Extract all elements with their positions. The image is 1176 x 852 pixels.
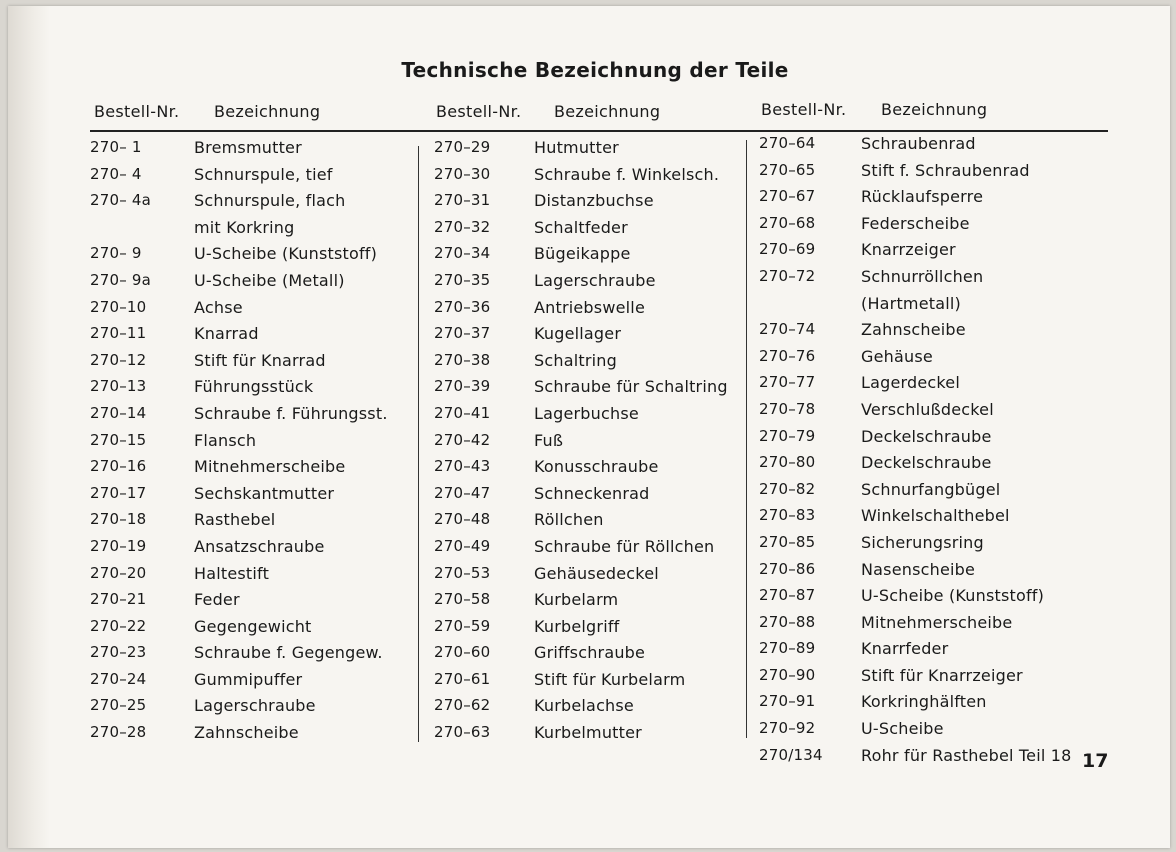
document-page (8, 6, 1170, 848)
part-number: 270–28 (90, 723, 147, 742)
part-number: 270–43 (434, 457, 491, 476)
header-designation: Bezeichnung (554, 102, 661, 121)
part-number: 270–15 (90, 430, 147, 449)
part-row (759, 719, 1104, 746)
part-number: 270–85 (759, 532, 816, 551)
part-row (759, 427, 1104, 454)
part-designation: Schnurfangbügel (861, 479, 1001, 499)
part-designation: Sechskantmutter (194, 483, 335, 503)
part-number: 270–77 (759, 373, 816, 392)
part-designation: U-Scheibe (Kunststoff) (194, 244, 378, 264)
part-number: 270–74 (759, 320, 816, 339)
part-row (759, 746, 1104, 773)
part-number: 270–91 (759, 692, 816, 711)
part-number: 270–17 (90, 483, 147, 502)
part-designation: Nasenscheibe (861, 559, 976, 579)
part-row (434, 510, 734, 537)
page-number: 17 (1082, 750, 1109, 772)
part-number: 270–62 (434, 696, 491, 715)
part-number: 270–72 (759, 266, 816, 285)
part-designation: Haltestift (194, 563, 270, 583)
part-designation: Schraube f. Führungsst. (194, 403, 388, 423)
part-number: 270– 1 (90, 138, 142, 156)
part-designation: Konusschraube (534, 457, 659, 477)
part-number: 270–87 (759, 586, 816, 605)
part-designation: Knarrzeiger (861, 240, 956, 260)
part-designation: Schraube f. Gegengew. (194, 643, 383, 663)
part-designation: Lagerdeckel (861, 373, 960, 393)
part-row (759, 453, 1104, 480)
part-row (434, 404, 734, 431)
part-designation: Gehäuse (861, 346, 933, 366)
part-number: 270–39 (434, 377, 491, 396)
part-designation: Zahnscheibe (861, 320, 966, 340)
part-row (759, 187, 1104, 214)
part-number: 270–89 (759, 639, 816, 658)
part-row (434, 191, 734, 218)
part-row (759, 639, 1104, 666)
part-row (434, 271, 734, 298)
part-designation: Kurbelachse (534, 696, 634, 716)
part-designation: Schnurröllchen (861, 266, 984, 286)
part-row (759, 240, 1104, 267)
part-row (434, 351, 734, 378)
part-row (90, 510, 410, 537)
part-number: 270–88 (759, 612, 816, 631)
part-number: 270–16 (90, 457, 147, 476)
part-number: 270–65 (759, 160, 816, 179)
column-separator (746, 140, 747, 738)
part-row (90, 431, 410, 458)
column-header-1 (94, 102, 321, 121)
part-designation: Kugellager (534, 324, 622, 344)
header-order-no: Bestell-Nr. (436, 102, 522, 121)
part-designation: Kurbelmutter (534, 723, 642, 743)
part-designation: Distanzbuchse (534, 191, 654, 211)
part-designation: Achse (194, 297, 243, 317)
part-designation: mit Korkring (194, 217, 295, 237)
part-number: 270–11 (90, 324, 147, 343)
part-designation: Feder (194, 590, 240, 610)
part-designation: Schraube f. Winkelsch. (534, 164, 720, 184)
part-row (90, 191, 410, 218)
part-designation: Lagerbuchse (534, 403, 639, 423)
part-designation: Stift für Knarrad (194, 350, 326, 370)
part-number: 270–80 (759, 453, 816, 472)
part-row (90, 138, 410, 165)
part-designation: Rücklaufsperre (861, 187, 984, 207)
header-order-no: Bestell-Nr. (761, 100, 847, 119)
part-number: 270–22 (90, 616, 147, 635)
part-number: 270– 4 (90, 164, 142, 183)
part-number: 270–12 (90, 350, 147, 369)
part-row (759, 480, 1104, 507)
part-designation: Rasthebel (194, 510, 276, 530)
part-row (90, 377, 410, 404)
part-number: 270–37 (434, 324, 491, 343)
part-designation: Knarrad (194, 324, 259, 344)
part-row (90, 404, 410, 431)
part-designation: Schnurspule, flach (194, 191, 346, 211)
part-number: 270–10 (90, 297, 147, 316)
part-row (434, 537, 734, 564)
part-number: 270–24 (90, 669, 147, 688)
part-row (90, 617, 410, 644)
part-row (90, 165, 410, 192)
part-number: 270–69 (759, 240, 816, 259)
part-designation: Sicherungsring (861, 532, 984, 552)
part-designation: Gehäusedeckel (534, 563, 659, 583)
part-row (90, 723, 410, 750)
part-row (434, 484, 734, 511)
part-number: 270–79 (759, 426, 816, 445)
part-row (759, 373, 1104, 400)
part-row (90, 244, 410, 271)
part-row (90, 590, 410, 617)
part-row (434, 324, 734, 351)
part-row (434, 696, 734, 723)
part-number: 270–82 (759, 479, 816, 498)
header-order-no: Bestell-Nr. (94, 102, 180, 121)
part-number: 270/134 (759, 745, 823, 764)
part-number: 270–36 (434, 297, 491, 316)
part-number: 270– 4a (90, 191, 152, 210)
part-row (90, 537, 410, 564)
part-number: 270–68 (759, 213, 816, 232)
part-designation: Bremsmutter (194, 138, 302, 157)
part-number: 270–49 (434, 536, 491, 555)
part-number: 270–64 (759, 134, 816, 152)
part-number: 270–32 (434, 217, 491, 236)
part-designation: U-Scheibe (861, 719, 944, 739)
part-designation: Griffschraube (534, 643, 646, 663)
part-row (90, 670, 410, 697)
part-designation: Röllchen (534, 510, 604, 530)
part-row (434, 457, 734, 484)
part-designation: U-Scheibe (Metall) (194, 270, 345, 290)
part-row (759, 347, 1104, 374)
part-number: 270–86 (759, 559, 816, 578)
part-row (434, 670, 734, 697)
part-number: 270–23 (90, 643, 147, 662)
header-rule (90, 130, 1108, 132)
part-designation: Mitnehmerscheibe (861, 612, 1013, 632)
part-row (759, 560, 1104, 587)
part-row (90, 564, 410, 591)
part-row (434, 590, 734, 617)
part-number: 270–59 (434, 616, 491, 635)
part-row (434, 218, 734, 245)
part-row (759, 320, 1104, 347)
part-number: 270–42 (434, 430, 491, 449)
part-row (90, 484, 410, 511)
part-designation: Stift f. Schraubenrad (861, 160, 1030, 180)
part-row (759, 533, 1104, 560)
part-designation: Knarrfeder (861, 639, 949, 659)
part-number: 270–92 (759, 719, 816, 738)
part-number: 270–25 (90, 696, 147, 715)
part-designation: Lagerschraube (194, 696, 316, 716)
part-designation: Stift für Kurbelarm (534, 669, 686, 689)
part-number: 270–90 (759, 665, 816, 684)
part-designation: Winkelschalthebel (861, 506, 1010, 526)
part-number: 270–61 (434, 669, 491, 688)
part-designation: Schraube für Schaltring (534, 377, 728, 397)
part-designation: Kurbelgriff (534, 616, 620, 636)
column-header-2 (436, 102, 661, 121)
part-number: 270–48 (434, 510, 491, 529)
part-designation: Stift für Knarrzeiger (861, 665, 1023, 685)
part-designation: Antriebswelle (534, 297, 645, 317)
part-designation: Lagerschraube (534, 270, 656, 290)
part-row (90, 643, 410, 670)
part-row (434, 244, 734, 271)
part-row (434, 617, 734, 644)
part-row (434, 431, 734, 458)
part-row (759, 613, 1104, 640)
part-designation: Mitnehmerscheibe (194, 457, 346, 477)
part-row (434, 138, 734, 165)
part-number: 270–20 (90, 563, 147, 582)
part-designation: Fuß (534, 430, 564, 450)
part-number: 270–53 (434, 563, 491, 582)
parts-column-1 (90, 138, 410, 750)
part-designation: Führungsstück (194, 377, 314, 397)
part-designation: Gummipuffer (194, 669, 303, 689)
part-row (434, 377, 734, 404)
part-number: 270–34 (434, 244, 491, 263)
part-designation: U-Scheibe (Kunststoff) (861, 586, 1045, 606)
column-header-3 (761, 100, 988, 119)
part-designation: Rohr für Rasthebel Teil 18 (861, 745, 1072, 765)
part-number: 270–38 (434, 350, 491, 369)
part-row (434, 298, 734, 325)
part-designation: Schneckenrad (534, 483, 650, 503)
part-row (759, 692, 1104, 719)
part-designation: Hutmutter (534, 138, 619, 157)
part-number: 270–76 (759, 346, 816, 365)
part-designation: Kurbelarm (534, 590, 619, 610)
part-number: 270–21 (90, 590, 147, 609)
part-row (759, 666, 1104, 693)
header-designation: Bezeichnung (214, 102, 321, 121)
page-title: Technische Bezeichnung der Teile (401, 58, 789, 82)
part-row (434, 165, 734, 192)
part-row (759, 267, 1104, 294)
part-number: 270–13 (90, 377, 147, 396)
part-designation: Federscheibe (861, 213, 970, 233)
part-row (90, 457, 410, 484)
part-designation: Deckelschraube (861, 453, 992, 473)
header-designation: Bezeichnung (881, 100, 988, 119)
part-number: 270– 9 (90, 244, 142, 263)
part-row (90, 351, 410, 378)
part-row (90, 298, 410, 325)
part-number: 270–63 (434, 723, 491, 742)
part-number: 270–78 (759, 399, 816, 418)
part-row (90, 218, 410, 245)
part-row (90, 696, 410, 723)
part-row (434, 564, 734, 591)
part-number: 270– 9a (90, 270, 152, 289)
parts-column-2 (434, 138, 734, 750)
part-designation: (Hartmetall) (861, 293, 961, 313)
part-row (759, 134, 1104, 161)
part-designation: Zahnscheibe (194, 723, 299, 743)
part-row (759, 400, 1104, 427)
part-row (759, 506, 1104, 533)
parts-column-3 (759, 134, 1104, 772)
part-designation: Flansch (194, 430, 257, 450)
part-number: 270–41 (434, 403, 491, 422)
part-number: 270–30 (434, 164, 491, 183)
part-row (434, 643, 734, 670)
part-row (759, 161, 1104, 188)
column-separator (418, 146, 419, 742)
part-row (90, 271, 410, 298)
part-designation: Schaltfeder (534, 217, 628, 237)
part-designation: Schnurspule, tief (194, 164, 333, 184)
part-number: 270–29 (434, 138, 491, 156)
part-designation: Verschlußdeckel (861, 399, 994, 419)
part-designation: Schraube für Röllchen (534, 536, 715, 556)
part-number: 270–14 (90, 403, 147, 422)
part-designation: Gegengewicht (194, 616, 312, 636)
part-number: 270–58 (434, 590, 491, 609)
part-row (90, 324, 410, 351)
binding-gutter (8, 6, 50, 848)
part-designation: Korkringhälften (861, 692, 987, 712)
part-designation: Ansatzschraube (194, 536, 325, 556)
part-designation: Schraubenrad (861, 134, 976, 153)
part-number: 270–31 (434, 191, 491, 210)
part-designation: Bügeikappe (534, 244, 631, 264)
part-number: 270–18 (90, 510, 147, 529)
part-row (759, 294, 1104, 321)
part-number: 270–35 (434, 270, 491, 289)
part-row (759, 214, 1104, 241)
part-number: 270–60 (434, 643, 491, 662)
part-number: 270–67 (759, 187, 816, 206)
part-row (759, 586, 1104, 613)
part-row (434, 723, 734, 750)
part-number: 270–47 (434, 483, 491, 502)
part-designation: Schaltring (534, 350, 617, 370)
part-number: 270–83 (759, 506, 816, 525)
part-designation: Deckelschraube (861, 426, 992, 446)
part-number: 270–19 (90, 536, 147, 555)
